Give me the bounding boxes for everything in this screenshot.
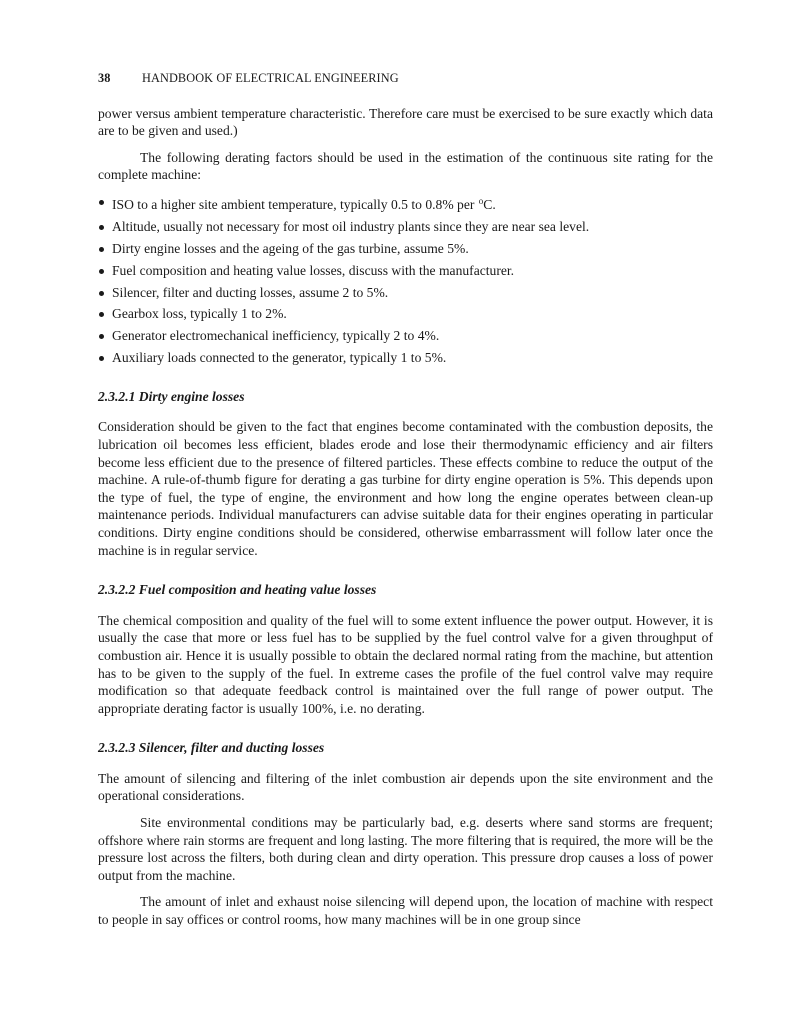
- silencer-paragraph-1: The amount of silencing and filtering of the inlet combustion air depends upon the site environment and the operational considerations.: [98, 770, 713, 804]
- continuation-paragraph: power versus ambient temperature characteristic. Therefore care must be exercised to be sure exactly which data are to be given and used.): [98, 105, 713, 139]
- bullet-icon: [99, 291, 104, 296]
- degree-superscript: o: [478, 195, 484, 206]
- list-item-text: Gearbox loss, typically 1 to 2%.: [112, 306, 287, 322]
- list-item-text: Silencer, filter and ducting losses, assume 2 to 5%.: [112, 284, 389, 300]
- section-heading-silencer-filter: 2.3.2.3 Silencer, filter and ducting losses: [98, 740, 325, 756]
- derating-factor-list: [98, 193, 713, 367]
- list-item: [98, 305, 713, 323]
- fuel-composition-paragraph: The chemical composition and quality of the fuel will to some extent influence the power output. However, it is usually the case that more or less fuel has to be supplied by the fuel control valve for a given throughput of combustion air. Hence it is usually possible to obtain the declared normal rating from the machine, but attention has to be given to the supply of the fuel. In extreme cases the profile of the fuel control valve may require modification so that adequate feedback control is maintained over the full range of power output. The appropriate derating factor is usually 100%, i.e. no derating.: [98, 612, 713, 716]
- list-item-text-suffix: C.: [483, 196, 496, 212]
- bullet-icon: [99, 247, 104, 252]
- bullet-icon: [99, 269, 104, 274]
- list-item: [98, 284, 713, 302]
- list-item: [98, 240, 713, 258]
- list-item-text: Generator electromechanical inefficiency, typically 2 to 4%.: [112, 328, 440, 344]
- silencer-paragraph-2: Site environmental conditions may be particularly bad, e.g. deserts where sand storms are frequent; offshore where rain storms are frequent and long lasting. The more filtering that is required, the more will be the pressure lost across the filters, both during clean and dirty operation. This pressure drop causes a loss of power output from the machine.: [98, 815, 713, 883]
- bullet-icon: [99, 200, 104, 205]
- derating-lead-paragraph: The following derating factors should be used in the estimation of the continuous site rating for the complete machine:: [98, 149, 713, 183]
- list-item-text: ISO to a higher site ambient temperature, typically 0.5 to 0.8% per: [112, 196, 478, 212]
- dirty-engine-paragraph: Consideration should be given to the fact that engines become contaminated with the combustion deposits, the lubrication oil becomes less efficient, blades erode and lose their thermodynamic efficiency and air filters become less efficient due to the presence of filtered particles. These effects combine to reduce the output of the machine. A rule-of-thumb figure for derating a gas turbine for dirty engine operation is 5%. This depends upon the type of fuel, the type of engine, the environment and how long the engine operates between clean-up maintenance periods. Individual manufacturers can advise suitable data for their engines operating in particular conditions. Dirty engine conditions should be considered, otherwise embarrassment will follow later once the machine is in regular service.: [98, 419, 713, 558]
- bullet-icon: [99, 225, 104, 230]
- list-item: [98, 218, 713, 236]
- running-header: [98, 70, 713, 88]
- list-item: [98, 349, 713, 367]
- list-item: [98, 193, 713, 214]
- list-item: [98, 262, 713, 280]
- section-heading-dirty-engine: 2.3.2.1 Dirty engine losses: [98, 388, 245, 404]
- page-number: 38: [98, 71, 111, 85]
- bullet-icon: [99, 312, 104, 317]
- bullet-icon: [99, 356, 104, 361]
- list-item-text: Auxiliary loads connected to the generator, typically 1 to 5%.: [112, 350, 447, 366]
- section-heading-fuel-composition: 2.3.2.2 Fuel composition and heating value losses: [98, 582, 377, 598]
- document-page: [98, 70, 713, 929]
- bullet-icon: [99, 334, 104, 339]
- list-item: [98, 327, 713, 345]
- list-item-text: Fuel composition and heating value losses, discuss with the manufacturer.: [112, 262, 515, 278]
- running-title: HANDBOOK OF ELECTRICAL ENGINEERING: [142, 71, 399, 85]
- list-item-text: Altitude, usually not necessary for most oil industry plants since they are near sea level.: [112, 218, 590, 234]
- list-item-text: Dirty engine losses and the ageing of the gas turbine, assume 5%.: [112, 240, 469, 256]
- silencer-paragraph-3: The amount of inlet and exhaust noise silencing will depend upon, the location of machine with respect to people in say offices or control rooms, how many machines will be in one group since: [98, 894, 713, 928]
